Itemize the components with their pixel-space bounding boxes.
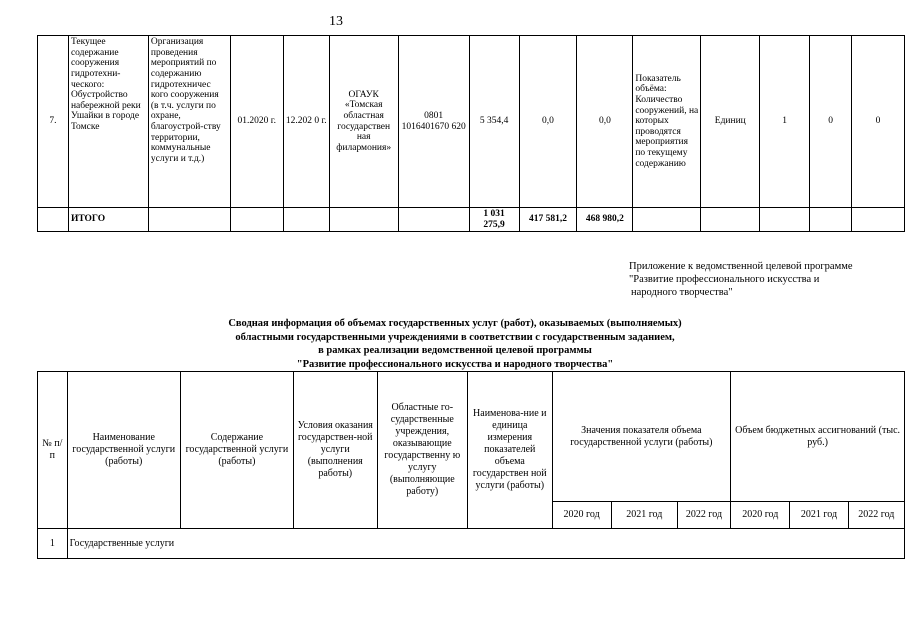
header-indicator: Наименова-ние и единица измерения показателей объема государствен ной услуги (работы) — [468, 372, 552, 529]
institution: ОГАУК «Томская областная государствен ная филармония» — [329, 36, 398, 208]
service-name: Текущее содержание сооружения гидротехни-ческого: Обустройство набережной реки Ушайки в городе Томске — [68, 36, 148, 208]
header-content: Содержание государственной услуги (работы) — [180, 372, 293, 529]
value-2: 0 — [810, 36, 852, 208]
sum-1: 5 354,4 — [469, 36, 519, 208]
total-label: ИТОГО — [68, 208, 148, 232]
total-sum-3: 468 980,2 — [577, 208, 633, 232]
section-title — [140, 317, 770, 372]
appendix-line: "Развитие профессионального искусства и — [629, 274, 820, 286]
year-cell: 2022 год — [848, 502, 904, 529]
header-conditions: Условия оказания государствен-ной услуги (выполнения работы) — [293, 372, 377, 529]
budget-code: 0801 1016401670 620 — [398, 36, 469, 208]
row-label: Государственные услуги — [67, 529, 904, 559]
service-content: Организация проведения мероприятий по содержанию гидротехничес кого сооружения (в т.ч. услуги по охране, благоустрой-ству территории, коммунальные услуги и т.д.) — [148, 36, 230, 208]
year-cell: 2020 год — [731, 502, 790, 529]
title-line: "Развитие профессионального искусства и народного творчества" — [296, 358, 614, 370]
year-cell: 2021 год — [611, 502, 677, 529]
sum-2: 0,0 — [519, 36, 577, 208]
header-row — [38, 372, 905, 502]
indicator: Показатель объёма: Количество сооружений, на которых проводятся мероприятия по текущему содержанию — [633, 36, 701, 208]
header-budget: Объем бюджетных ассигнований (тыс. руб.) — [731, 372, 905, 502]
unit: Единиц — [701, 36, 760, 208]
end-date: 12.202 0 г. — [283, 36, 329, 208]
table-row — [38, 529, 905, 559]
total-sum-2: 417 581,2 — [519, 208, 577, 232]
header-values: Значения показателя объема государственной услуги (работы) — [552, 372, 731, 502]
title-line: в рамках реализации ведомственной целевой программы — [318, 345, 592, 357]
title-line: областными государственными учреждениями в соответствии с государственным заданием, — [235, 331, 675, 343]
year-cell: 2022 год — [677, 502, 730, 529]
total-sum-1: 1 031 275,9 — [469, 208, 519, 232]
appendix-line: Приложение к ведомственной целевой программе — [629, 261, 853, 272]
programme-table — [37, 35, 905, 232]
sum-3: 0,0 — [577, 36, 633, 208]
row-number: 1 — [38, 529, 68, 559]
services-table — [37, 371, 905, 559]
value-1: 1 — [760, 36, 810, 208]
year-cell: 2020 год — [552, 502, 611, 529]
appendix-line: народного творчества" — [631, 287, 733, 299]
year-cell: 2021 год — [790, 502, 848, 529]
title-line: Сводная информация об объемах государственных услуг (работ), оказываемых (выполняемых) — [228, 318, 682, 329]
start-date: 01.2020 г. — [230, 36, 283, 208]
value-3: 0 — [852, 36, 905, 208]
appendix-note — [629, 260, 853, 299]
total-row — [38, 208, 905, 232]
table-row — [38, 36, 905, 208]
header-name: Наименование государственной услуги (работы) — [67, 372, 180, 529]
row-number: 7. — [38, 36, 69, 208]
page-number: 13 — [329, 14, 343, 29]
header-institutions: Областные го-сударственные учреждения, оказывающие государственну ю услугу (выполняющие работу) — [377, 372, 468, 529]
header-num: № п/п — [38, 372, 68, 529]
